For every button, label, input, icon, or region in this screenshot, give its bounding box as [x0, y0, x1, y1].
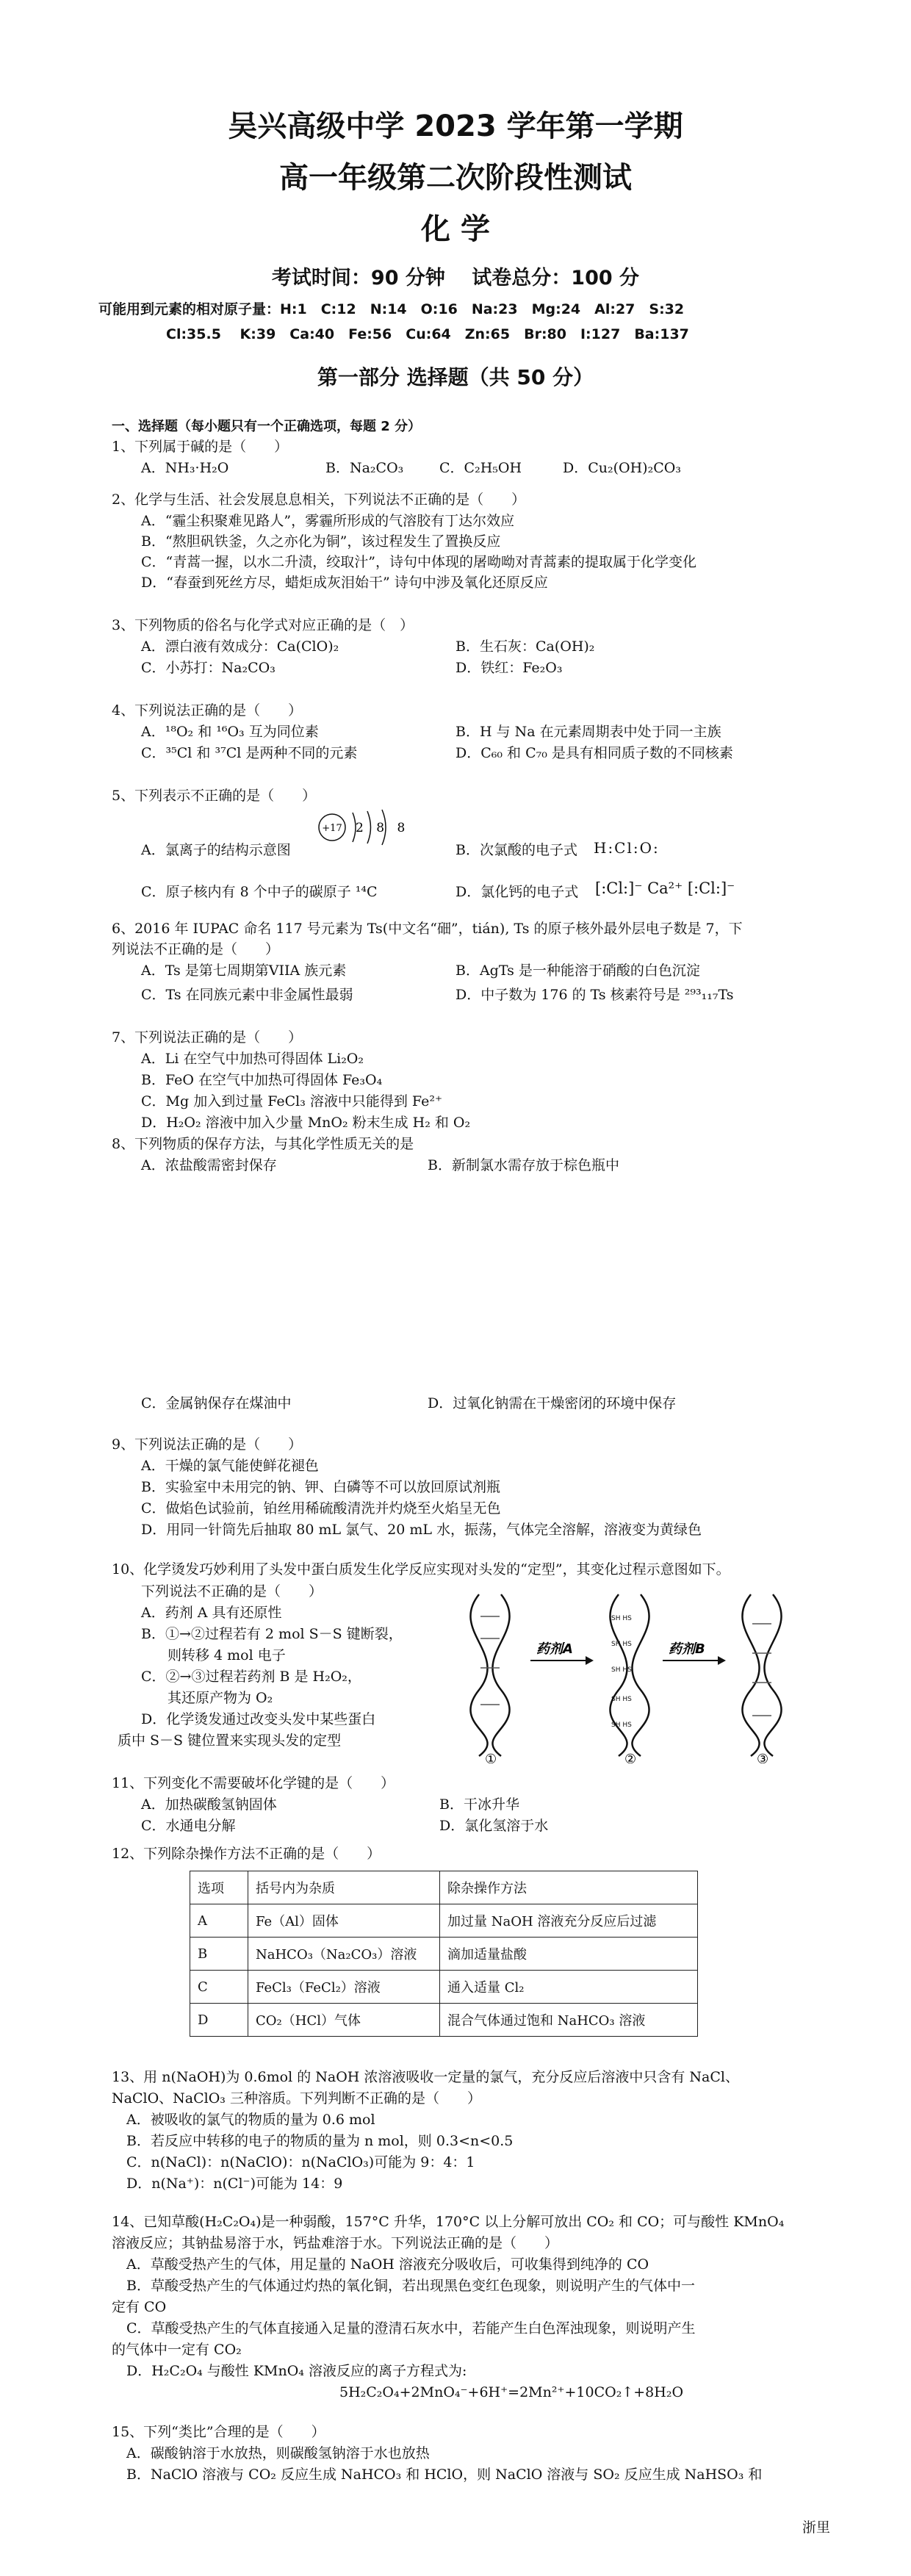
q11-option-d: D．氯化氢溶于水 — [439, 1818, 549, 1834]
q9-option-d: D．用同一针筒先后抽取 80 mL 氯气、20 mL 水，振荡，气体完全溶解，溶液变为黄绿色 — [141, 1522, 702, 1538]
q4-stem: 4、下列说法正确的是（ ） — [112, 702, 303, 719]
step-3-label: ③ — [757, 1752, 769, 1763]
atomic-mass-line-1: 可能用到元素的相对原子量：H:1 C:12 N:14 O:16 Na:23 Mg:24 Al:27 S:32 — [98, 301, 685, 317]
table-cell: FeCl₃（FeCl₂）溶液 — [248, 1971, 440, 2004]
chloride-ion-diagram — [314, 807, 410, 854]
page-footer: 浙里 — [802, 2519, 830, 2536]
q7-option-d: D．H₂O₂ 溶液中加入少量 MnO₂ 粉末生成 H₂ 和 O₂ — [141, 1115, 471, 1131]
subject-title: 化 学 — [421, 212, 490, 246]
q5-stem: 5、下列表示不正确的是（ ） — [112, 788, 317, 804]
q7-stem: 7、下列说法正确的是（ ） — [112, 1029, 303, 1046]
q14-stem-line-2: 溶液反应；其钠盐易溶于水，钙盐难溶于水。下列说法正确的是（ ） — [112, 2235, 559, 2251]
q1-option-d: D．Cu₂(OH)₂CO₃ — [563, 460, 681, 476]
q8-stem: 8、下列物质的保存方法，与其化学性质无关的是 — [112, 1136, 414, 1152]
q14-option-d: D．H₂C₂O₄ 与酸性 KMnO₄ 溶液反应的离子方程式为: — [126, 2363, 467, 2379]
q3-option-d: D．铁红：Fe₂O₃ — [455, 660, 563, 676]
svg-text:SH HS: SH HS — [611, 1721, 632, 1729]
q10-option-b-line-1: B．①→②过程若有 2 mol S－S 键断裂， — [141, 1626, 403, 1642]
table-cell: C — [190, 1971, 248, 2004]
q10-stem-line-2: 下列说法不正确的是（ ） — [141, 1583, 323, 1600]
q10-option-a: A．药剂 A 具有还原性 — [141, 1605, 282, 1621]
q4-option-c: C．³⁵Cl 和 ³⁷Cl 是两种不同的元素 — [141, 745, 358, 761]
agent-b-label: 药剂B — [669, 1641, 705, 1657]
table-header-cell: 选项 — [190, 1871, 248, 1904]
q4-option-a: A．¹⁸O₂ 和 ¹⁶O₃ 互为同位素 — [141, 724, 319, 740]
q2-option-d: D．“春蚕到死丝方尽，蜡炬成灰泪始干” 诗句中涉及氧化还原反应 — [141, 575, 548, 591]
table-row — [190, 1971, 698, 2004]
q12-stem: 12、下列除杂操作方法不正确的是（ ） — [112, 1846, 381, 1862]
q10-option-b-line-2: 则转移 4 mol 电子 — [168, 1647, 286, 1663]
q8-option-b: B．新制氯水需存放于棕色瓶中 — [428, 1157, 619, 1173]
q3-option-c: C．小苏打：Na₂CO₃ — [141, 660, 276, 676]
q7-option-c: C．Mg 加入到过量 FeCl₃ 溶液中只能得到 Fe²⁺ — [141, 1093, 442, 1109]
q8-option-c: C．金属钠保存在煤油中 — [141, 1395, 292, 1411]
q14-stem-line-1: 14、已知草酸(H₂C₂O₄)是一种弱酸，157°C 升华，170°C 以上分解可放出 CO₂ 和 CO；可与酸性 KMnO₄ — [112, 2214, 785, 2230]
q14-option-c-line-2: 的气体中一定有 CO₂ — [112, 2342, 242, 2358]
q13-option-a: A．被吸收的氯气的物质的量为 0.6 mol — [126, 2112, 375, 2128]
table-row — [190, 1938, 698, 1971]
q13-stem-line-1: 13、用 n(NaOH)为 0.6mol 的 NaOH 浓溶液吸收一定量的氯气，充分反应后溶液中只含有 NaCl、 — [112, 2069, 739, 2085]
q8-option-a: A．浓盐酸需密封保存 — [141, 1157, 277, 1173]
q6-option-c: C．Ts 在同族元素中非金属性最弱 — [141, 987, 353, 1003]
q13-stem-line-2: NaClO、NaClO₃ 三种溶质。下列判断不正确的是（ ） — [112, 2090, 481, 2107]
atomic-mass-line-2: Cl:35.5 K:39 Ca:40 Fe:56 Cu:64 Zn:65 Br:80 I:127 Ba:137 — [166, 326, 689, 342]
q10-option-d-line-1: D．化学烫发通过改变头发中某些蛋白 — [141, 1711, 376, 1727]
q11-option-c: C．水通电分解 — [141, 1818, 236, 1834]
q1-option-b: B．Na₂CO₃ — [325, 460, 404, 476]
q2-option-b: B．“熬胆矾铁釜，久之亦化为铜”，该过程发生了置换反应 — [141, 533, 501, 550]
step-2-label: ② — [624, 1752, 637, 1763]
table-cell: 滴加适量盐酸 — [440, 1938, 698, 1971]
part-one-heading: 第一部分 选择题（共 50 分） — [317, 365, 594, 389]
q6-option-d: D．中子数为 176 的 Ts 核素符号是 ²⁹³₁₁₇Ts — [455, 987, 734, 1003]
q9-stem: 9、下列说法正确的是（ ） — [112, 1436, 303, 1453]
table-cell: Fe（Al）固体 — [248, 1904, 440, 1938]
q1-option-c: C．C₂H₅OH — [439, 460, 522, 476]
q1-stem: 1、下列属于碱的是（ ） — [112, 439, 289, 455]
q3-option-b: B．生石灰：Ca(OH)₂ — [455, 638, 595, 655]
q9-option-a: A．干燥的氯气能使鲜花褪色 — [141, 1458, 319, 1474]
table-cell: A — [190, 1904, 248, 1938]
q1-option-a: A．NH₃·H₂O — [141, 460, 229, 476]
q14-option-a: A．草酸受热产生的气体，用足量的 NaOH 溶液充分吸收后，可收集得到纯净的 CO — [126, 2256, 649, 2273]
svg-text:SH HS: SH HS — [611, 1666, 632, 1674]
q14-option-b-line-1: B．草酸受热产生的气体通过灼热的氧化铜，若出现黑色变红色现象，则说明产生的气体中一 — [126, 2278, 695, 2294]
q9-option-c: C．做焰色试验前，铂丝用稀硫酸清洗并灼烧至火焰呈无色 — [141, 1500, 501, 1517]
q11-option-b: B．干冰升华 — [439, 1796, 519, 1813]
table-cell: D — [190, 2004, 248, 2037]
q6-option-b: B．AgTs 是一种能溶于硝酸的白色沉淀 — [455, 963, 700, 979]
q5-option-a: A．氯离子的结构示意图 — [141, 842, 291, 858]
q15-option-b: B．NaClO 溶液与 CO₂ 反应生成 NaHCO₃ 和 HClO，则 NaClO 溶液与 SO₂ 反应生成 NaHSO₃ 和 — [126, 2467, 763, 2483]
q10-option-d-line-2: 质中 S－S 键位置来实现头发的定型 — [118, 1733, 342, 1749]
q7-option-b: B．FeO 在空气中加热可得固体 Fe₃O₄ — [141, 1072, 383, 1088]
table-cell: B — [190, 1938, 248, 1971]
electron-shells: 2 8 8 — [356, 821, 410, 835]
q5-option-d: D．氯化钙的电子式 — [455, 884, 579, 900]
section-heading: 一、选择题（每小题只有一个正确选项，每题 2 分） — [112, 419, 422, 434]
hclo-electron-formula: H:Cl:O: — [594, 839, 660, 857]
q6-option-a: A．Ts 是第七周期第VIIA 族元素 — [141, 963, 347, 979]
q13-option-c: C．n(NaCl)：n(NaClO)：n(NaClO₃)可能为 9：4：1 — [126, 2154, 475, 2170]
table-row — [190, 2004, 698, 2037]
q10-option-c-line-2: 其还原产物为 O₂ — [168, 1690, 273, 1706]
table-cell: 混合气体通过饱和 NaHCO₃ 溶液 — [440, 2004, 698, 2037]
purification-table — [190, 1871, 698, 2037]
exam-title: 高一年级第二次阶段性测试 — [279, 161, 632, 195]
q8-option-d: D．过氧化钠需在干燥密闭的环境中保存 — [428, 1395, 677, 1411]
q3-option-a: A．漂白液有效成分：Ca(ClO)₂ — [141, 638, 339, 655]
svg-text:SH HS: SH HS — [611, 1615, 632, 1622]
table-cell: 通入适量 Cl₂ — [440, 1971, 698, 2004]
q10-stem-line-1: 10、化学烫发巧妙利用了头发中蛋白质发生化学反应实现对头发的“定型”，其变化过程示意图如下。 — [112, 1561, 730, 1577]
q9-option-b: B．实验室中未用完的钠、钾、白磷等不可以放回原试剂瓶 — [141, 1479, 500, 1495]
exam-time-info: 考试时间：90 分钟 试卷总分：100 分 — [271, 267, 640, 289]
table-cell: CO₂（HCl）气体 — [248, 2004, 440, 2037]
q5-option-b: B．次氯酸的电子式 — [455, 842, 577, 858]
q6-stem-line-2: 列说法不正确的是（ ） — [112, 941, 280, 957]
q15-option-a: A．碳酸钠溶于水放热，则碳酸氢钠溶于水也放热 — [126, 2445, 430, 2461]
table-header-row — [190, 1871, 698, 1904]
q13-option-b: B．若反应中转移的电子的物质的量为 n mol，则 0.3<n<0.5 — [126, 2133, 514, 2149]
q15-stem: 15、下列“类比”合理的是（ ） — [112, 2424, 325, 2440]
q14-ionic-equation: 5H₂C₂O₄+2MnO₄⁻+6H⁺=2Mn²⁺+10CO₂↑+8H₂O — [339, 2384, 684, 2400]
svg-text:SH HS: SH HS — [611, 1641, 632, 1648]
q13-option-d: D．n(Na⁺)：n(Cl⁻)可能为 14：9 — [126, 2176, 343, 2192]
nucleus-charge: +17 — [322, 823, 342, 834]
cacl2-electron-formula: [:Cl:]⁻ Ca²⁺ [:Cl:]⁻ — [595, 879, 735, 897]
q11-stem: 11、下列变化不需要破坏化学键的是（ ） — [112, 1775, 395, 1791]
q7-option-a: A．Li 在空气中加热可得固体 Li₂O₂ — [141, 1051, 364, 1067]
table-header-cell: 括号内为杂质 — [248, 1871, 440, 1904]
q4-option-d: D．C₆₀ 和 C₇₀ 是具有相同质子数的不同核素 — [455, 745, 733, 761]
q11-option-a: A．加热碳酸氢钠固体 — [141, 1796, 277, 1813]
svg-text:SH HS: SH HS — [611, 1696, 632, 1703]
agent-a-label: 药剂A — [536, 1641, 573, 1657]
step-1-label: ① — [485, 1752, 497, 1763]
q6-stem-line-1: 6、2016 年 IUPAC 命名 117 号元素为 Ts(中文名“鿬”，tián), Ts 的原子核外最外层电子数是 7，下 — [112, 921, 743, 937]
q3-stem: 3、下列物质的俗名与化学式对应正确的是（ ） — [112, 617, 414, 633]
table-row — [190, 1904, 698, 1938]
q14-option-c-line-1: C．草酸受热产生的气体直接通入足量的澄清石灰水中，若能产生白色浑浊现象，则说明产生 — [126, 2320, 696, 2336]
school-title: 吴兴高级中学 2023 学年第一学期 — [228, 109, 683, 143]
q2-option-c: C．“青蒿一握，以水二升渍，绞取汁”，诗句中体现的屠呦呦对青蒿素的提取属于化学变化 — [141, 554, 696, 570]
table-cell: NaHCO₃（Na₂CO₃）溶液 — [248, 1938, 440, 1971]
q2-option-a: A．“霾尘积聚难见路人”，雾霾所形成的气溶胶有丁达尔效应 — [141, 513, 515, 529]
table-header-cell: 除杂操作方法 — [440, 1871, 698, 1904]
q2-stem: 2、化学与生活、社会发展息息相关，下列说法不正确的是（ ） — [112, 492, 526, 508]
table-cell: 加过量 NaOH 溶液充分反应后过滤 — [440, 1904, 698, 1938]
q5-option-c: C．原子核内有 8 个中子的碳原子 ¹⁴C — [141, 884, 378, 900]
q4-option-b: B．H 与 Na 在元素周期表中处于同一主族 — [455, 724, 721, 740]
q10-option-c-line-1: C．②→③过程若药剂 B 是 H₂O₂， — [141, 1669, 361, 1685]
q14-option-b-line-2: 定有 CO — [112, 2299, 167, 2315]
hair-perm-diagram — [435, 1587, 817, 1763]
